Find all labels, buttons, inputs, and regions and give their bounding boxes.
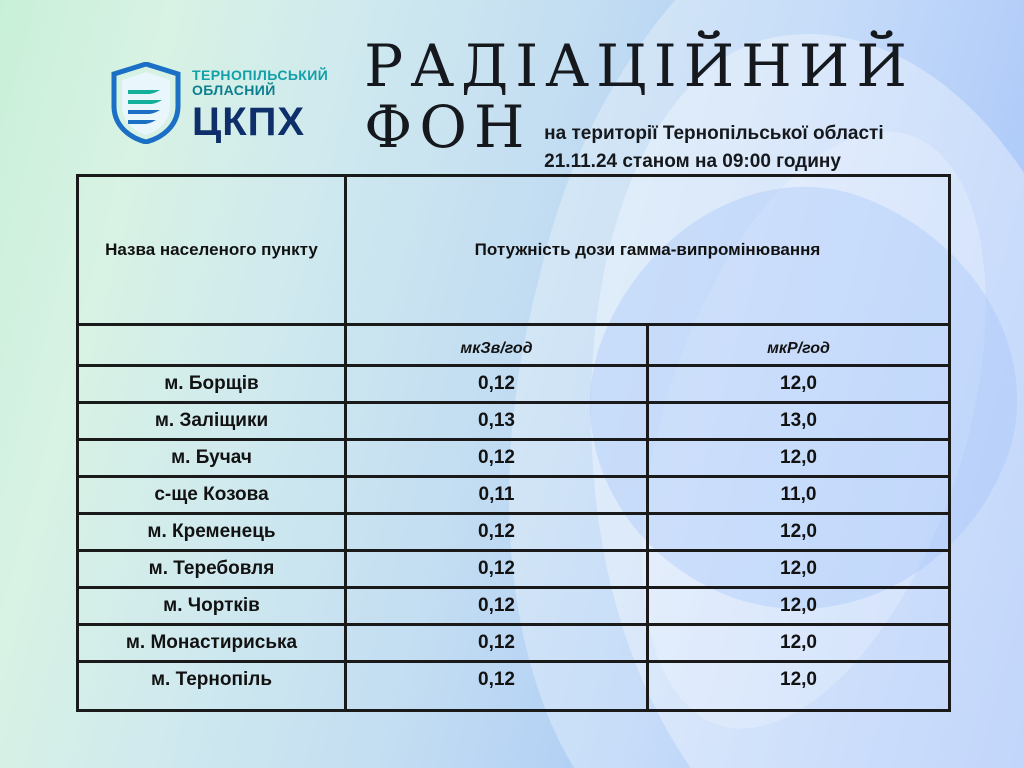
brand-text (192, 62, 328, 143)
cell-city: м. Заліщики (78, 402, 346, 439)
table-row (78, 661, 950, 710)
cell-ur: 12,0 (648, 661, 950, 710)
cell-city: м. Чортків (78, 587, 346, 624)
cell-ur: 12,0 (648, 587, 950, 624)
units-spacer-cell (78, 324, 346, 365)
brand-block (110, 62, 328, 144)
table-units-row (78, 324, 950, 365)
column-header-dose-power: Потужність дози гамма-випромінювання (346, 175, 950, 324)
page-subtitle: на території Тернопільської області 21.11.24 станом на 09:00 годину (544, 123, 884, 172)
cell-ur: 11,0 (648, 476, 950, 513)
cell-city: м. Кременець (78, 513, 346, 550)
unit-label-usv: мкЗв/год (346, 324, 648, 365)
table-row (78, 365, 950, 402)
cell-city: м. Борщів (78, 365, 346, 402)
cell-usv: 0,12 (346, 661, 648, 710)
table-row (78, 624, 950, 661)
table-row (78, 587, 950, 624)
cell-usv: 0,12 (346, 550, 648, 587)
cell-city: м. Тернопіль (78, 661, 346, 710)
shield-logo-icon (110, 62, 182, 144)
unit-label-ur: мкР/год (648, 324, 950, 365)
cell-city: м. Бучач (78, 439, 346, 476)
slide-header (0, 0, 1024, 172)
cell-city: м. Монастириська (78, 624, 346, 661)
cell-ur: 12,0 (648, 365, 950, 402)
cell-usv: 0,11 (346, 476, 648, 513)
title-block (364, 32, 984, 172)
cell-ur: 12,0 (648, 550, 950, 587)
page-title-line-2: ФОН (364, 92, 532, 161)
cell-usv: 0,12 (346, 365, 648, 402)
brand-abbreviation: ЦКПХ (192, 100, 306, 145)
table-row (78, 550, 950, 587)
table-row (78, 439, 950, 476)
cell-city: с-ще Козова (78, 476, 346, 513)
radiation-table (76, 174, 951, 712)
cell-usv: 0,12 (346, 587, 648, 624)
page-title-line-1: РАДІАЦІЙНИЙ (364, 32, 914, 100)
cell-usv: 0,12 (346, 624, 648, 661)
cell-ur: 12,0 (648, 439, 950, 476)
table-row (78, 402, 950, 439)
cell-ur: 12,0 (648, 624, 950, 661)
cell-usv: 0,12 (346, 513, 648, 550)
table-row (78, 476, 950, 513)
radiation-table-wrap (76, 174, 948, 712)
table-header-row (78, 175, 950, 324)
column-header-settlement: Назва населеного пункту (78, 175, 346, 324)
cell-usv: 0,13 (346, 402, 648, 439)
cell-ur: 13,0 (648, 402, 950, 439)
cell-usv: 0,12 (346, 439, 648, 476)
table-body (78, 324, 950, 710)
table-row (78, 513, 950, 550)
cell-city: м. Теребовля (78, 550, 346, 587)
brand-line-2: ОБЛАСНИЙ (192, 81, 276, 98)
brand-line-1: ТЕРНОПІЛЬСЬКИЙ (192, 67, 329, 83)
cell-ur: 12,0 (648, 513, 950, 550)
